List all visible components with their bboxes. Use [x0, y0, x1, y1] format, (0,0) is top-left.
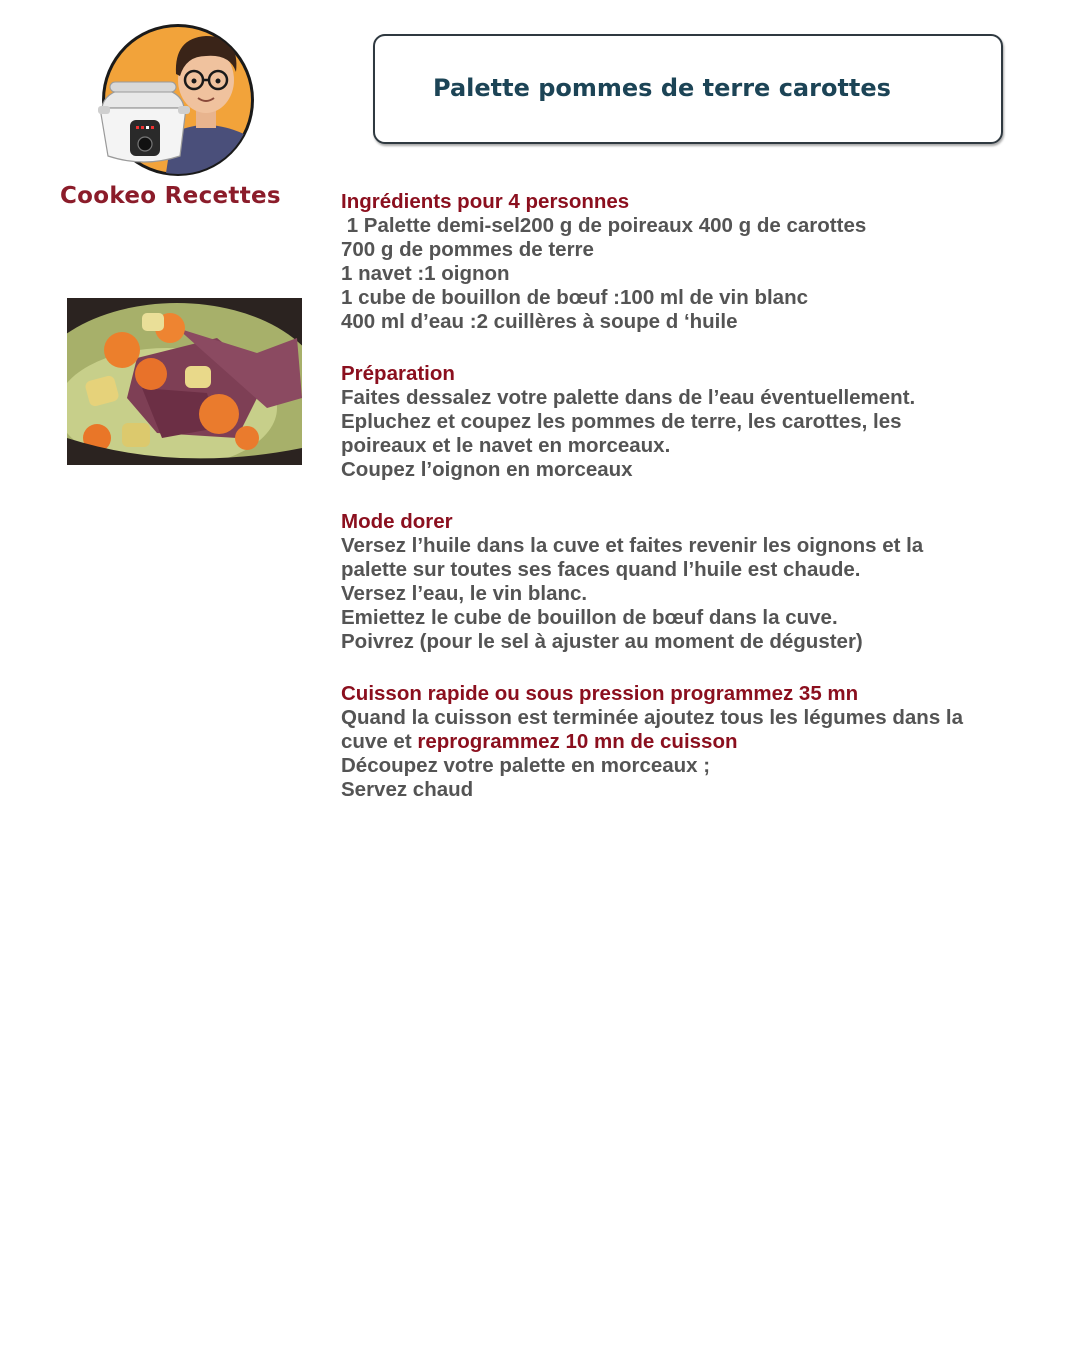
brand-name: Cookeo Recettes	[60, 183, 281, 209]
cuisson-highlight: reprogrammez 10 mn de cuisson	[417, 730, 738, 753]
cuisson-line: Découpez votre palette en morceaux ;	[341, 754, 711, 777]
stew-pot-image	[67, 298, 302, 465]
cuisson-line: Quand la cuisson est terminée ajoutez tous les légumes dans la	[341, 706, 964, 729]
ingredients-section	[341, 190, 1041, 334]
ingredient-line: 400 ml d’eau :2 cuillères à soupe d ‘huile	[341, 310, 738, 333]
recipe-content	[341, 190, 1041, 830]
preparation-line: Faites dessalez votre palette dans de l’eau éventuellement.	[341, 386, 916, 409]
cuisson-heading: Cuisson rapide ou sous pression programmez 35 mn	[341, 682, 859, 705]
preparation-line: Coupez l’oignon en morceaux	[341, 458, 633, 481]
cuisson-line-prefix: cuve et	[341, 730, 418, 753]
page-title: Palette pommes de terre carottes	[433, 74, 891, 102]
cuisson-line	[341, 730, 1041, 754]
mode-dorer-line: Poivrez (pour le sel à ajuster au moment de déguster)	[341, 630, 863, 653]
preparation-heading: Préparation	[341, 362, 455, 385]
chef-avatar-icon	[94, 16, 256, 180]
ingredients-heading: Ingrédients pour 4 personnes	[341, 190, 630, 213]
mode-dorer-line: Versez l’eau, le vin blanc.	[341, 582, 588, 605]
mode-dorer-line: Emiettez le cube de bouillon de bœuf dans la cuve.	[341, 606, 838, 629]
mode-dorer-line: palette sur toutes ses faces quand l’huile est chaude.	[341, 558, 861, 581]
preparation-line: Epluchez et coupez les pommes de terre, les carottes, les	[341, 410, 902, 433]
ingredient-line: 1 Palette demi-sel200 g de poireaux 400 g de carottes	[341, 214, 867, 237]
recipe-photo	[67, 298, 302, 465]
cuisson-line: Servez chaud	[341, 778, 474, 801]
mode-dorer-heading: Mode dorer	[341, 510, 453, 533]
ingredient-line: 1 cube de bouillon de bœuf :100 ml de vin blanc	[341, 286, 809, 309]
title-card	[373, 34, 1003, 144]
ingredient-line: 700 g de pommes de terre	[341, 238, 594, 261]
brand-logo	[94, 16, 256, 180]
ingredient-line: 1 navet :1 oignon	[341, 262, 510, 285]
preparation-line: poireaux et le navet en morceaux.	[341, 434, 671, 457]
mode-dorer-line: Versez l’huile dans la cuve et faites revenir les oignons et la	[341, 534, 924, 557]
cuisson-section	[341, 682, 1041, 802]
preparation-section	[341, 362, 1041, 482]
mode-dorer-section	[341, 510, 1041, 654]
